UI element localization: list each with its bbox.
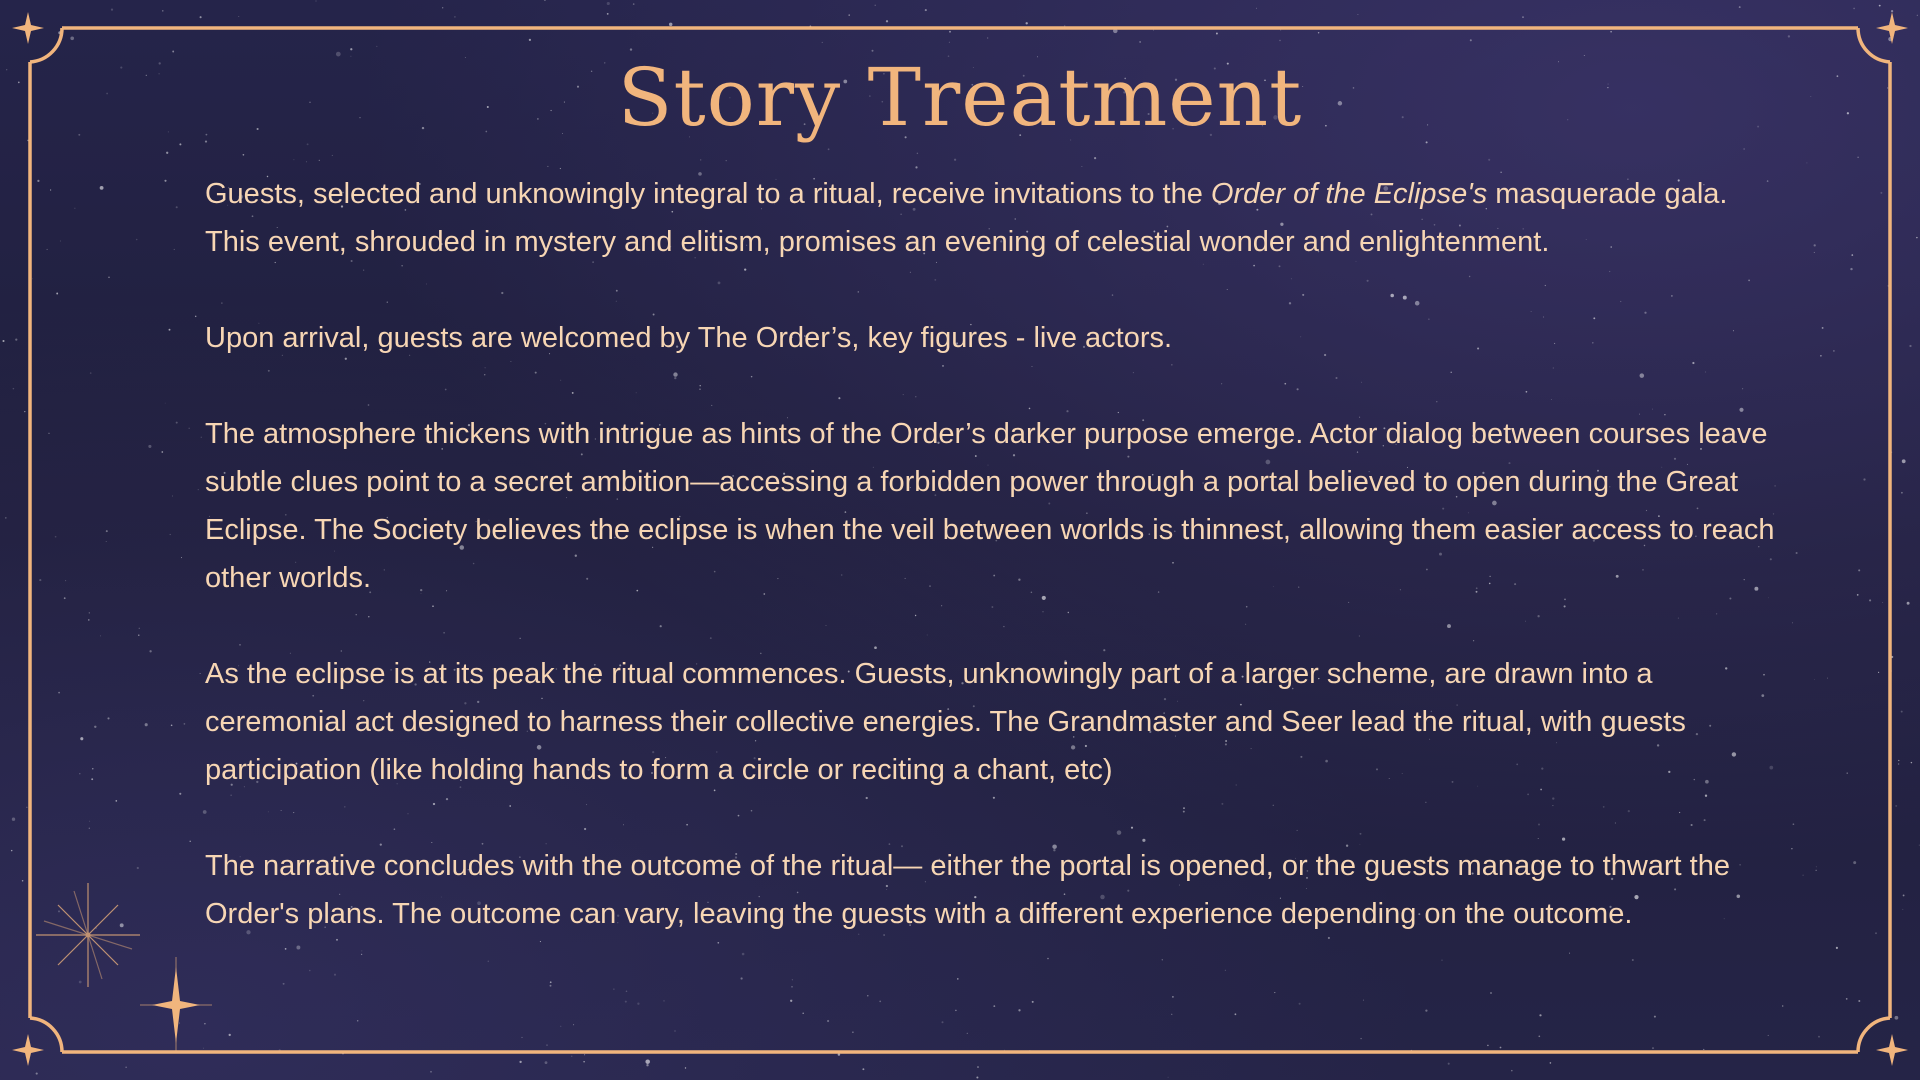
paragraph-text: masquerade gala. This event, shrouded in mystery and elitism, promises an evening of celestial wonder and enlightenment. xyxy=(205,178,1728,258)
four-point-star-icon xyxy=(12,1034,44,1066)
paragraph-arrival: Upon arrival, guests are welcomed by The Order’s, key figures - live actors. xyxy=(205,322,1173,354)
paragraph-ritual: As the eclipse is at its peak the ritual commences. Guests, unknowingly part of a larger scheme, are drawn into a ceremonial act designed to harness their collective energies. The Grandmaster and Seer lead the ritual, with guests participation (like holding hands to form a circle or reciting a chant, etc) xyxy=(205,658,1686,786)
four-point-star-icon xyxy=(12,12,44,44)
sparkle-icon xyxy=(36,883,140,987)
paragraph-conclusion: The narrative concludes with the outcome of the ritual— either the portal is opened, or the guests manage to thwart the Order's plans. The outcome can vary, leaving the guests with a different experience depending on the outcome. xyxy=(205,850,1730,930)
story-body xyxy=(205,170,1775,938)
order-name-emphasis: Order of the Eclipse's xyxy=(1210,178,1488,210)
four-point-star-icon xyxy=(1876,1034,1908,1066)
paragraph-invitation xyxy=(205,170,1775,266)
four-point-star-icon xyxy=(1876,12,1908,44)
paragraph-atmosphere: The atmosphere thickens with intrigue as hints of the Order’s darker purpose emerge. Actor dialog between courses leave subtle clues point to a secret ambition—accessing a forbidden power through a portal believed to open during the Great Eclipse. The Society believes the eclipse is when the veil between worlds is thinnest, allowing them easier access to reach other worlds. xyxy=(205,418,1775,594)
page-title: Story Treatment xyxy=(617,51,1303,144)
paragraph-text: Guests, selected and unknowingly integral to a ritual, receive invitations to the xyxy=(205,178,1211,210)
sparkle-icon xyxy=(140,957,212,1053)
